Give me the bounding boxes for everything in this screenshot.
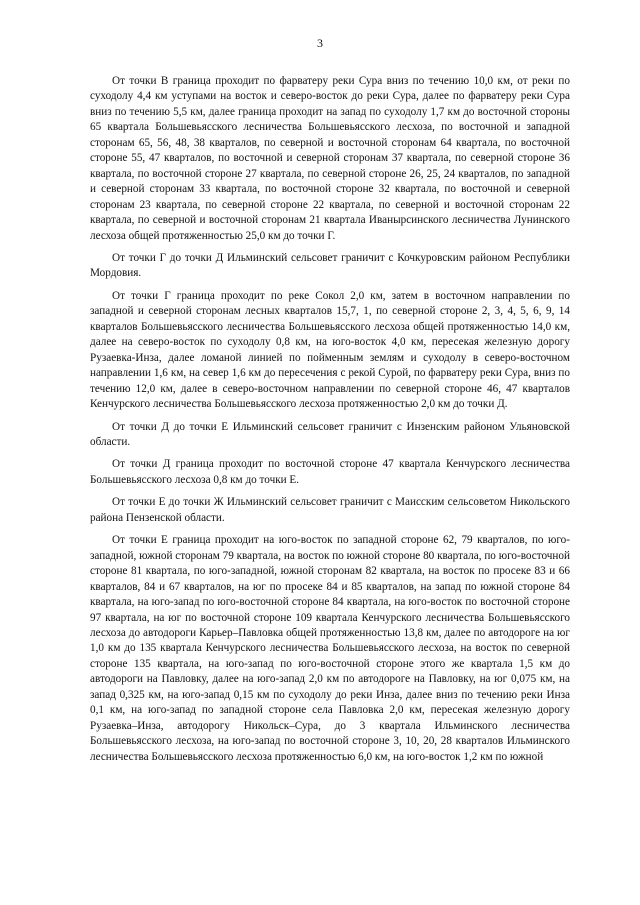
paragraph-neighbor-g-d: От точки Г до точки Д Ильминский сельсовет граничит с Кочкуровским районом Республики Мордовия. <box>90 251 570 280</box>
document-body <box>90 74 570 772</box>
paragraph-neighbor-d-e: От точки Д до точки Е Ильминский сельсовет граничит с Инзенским районом Ульяновской области. <box>90 420 570 448</box>
paragraph-boundary-v-g: От точки В граница проходит по фарватеру реки Сура вниз по течению 10,0 км, от реки по суходолу 4,4 км уступами на восток и северо-восток до реки Сура, далее по фарватеру реки Сура вниз по течению 5,5 км, далее граница проходит на запад по суходолу 1,7 км до восточной стороны 65 квартала Большевьясского лесничества Большевьясского лесхоза, по восточной и западной сторонам 65, 56, 48, 38 кварталов, по северной и восточной сторонам 64 квартала, по восточной стороне 55, 47 кварталов, по восточной и северной сторонам 37 квартала, по северной стороне 36 квартала, по восточной стороне 27 квартала, по северной стороне 26, 25, 24 кварталов, по западной и северной сторонам 33 квартала, по восточной стороне 32 квартала, по восточной и северной сторонам 23 квартала, по северной стороне 22 квартала, по северной и восточной сторонам 22 квартала, по северной и восточной сторонам 21 квартала Иванырсинского лесничества Лунинского лесхоза общей протяженностью 25,0 км до точки Г. <box>90 75 570 242</box>
paragraph-boundary-g-d: От точки Г граница проходит по реке Сокол 2,0 км, затем в восточном направлении по западной и северной сторонам лесных кварталов 15,7, 1, по северной стороне 2, 3, 4, 5, 6, 9, 14 кварталов Большевьясского лесничества Большевьясского лесхоза общей протяженностью 14,0 км, далее на северо-восток по суходолу 0,8 км, на юго-восток 4,0 км, пересекая железную дорогу Рузаевка-Инза, далее ломаной линией по пойменным землям и суходолу в северо-восточном направлении 1,6 км, на север 1,6 км до пересечения с рекой Сурой, по фарватеру реки Сура, вниз по течению 12,0 км, далее в северо-восточном направлении по северной стороне 46, 47 кварталов Кенчурского лесничества Большевьясского лесхоза протяженностью 2,0 км до точки Д. <box>90 289 570 411</box>
paragraph-boundary-e-zh: От точки Е граница проходит на юго-восток по западной стороне 62, 79 кварталов, по юго-западной, южной сторонам 79 квартала, на восток по южной стороне 80 квартала, по юго-восточной стороне 81 квартала, по юго-западной, южной сторонам 82 квартала, на восток по просеке 83 и 66 кварталов, 84 и 67 кварталов, на юг по просеке 84 и 85 кварталов, на запад по южной стороне 84 квартала, на юго-запад по юго-восточной стороне 84 квартала, на юго-восток по восточной стороне 97 квартала, на юг по восточной стороне 109 квартала Кенчурского лесничества Большевьясского лесхоза до автодороги Карьер–Павловка общей протяженностью 13,8 км, далее по автодороге на юг 1,0 км до 135 квартала Кенчурского лесничества Большевьясского лесхоза, на восток по северной стороне 135 квартала, на юго-запад по юго-восточной стороне этого же квартала 1,5 км до автодороги на Павловку, далее на юго-запад 2,0 км по автодороге на Павловку, на юг 0,075 км, на запад 0,325 км, на юго-запад 0,15 км по суходолу до реки Инза, далее вниз по течению реки Инза 0,1 км, на юго-запад по западной стороне села Павловка 2,0 км, пересекая железную дорогу Рузаевка–Инза, автодорогу Никольск–Сура, до 3 квартала Ильминского лесничества Большевьясского лесхоза, на юго-запад по восточной стороне 3, 10, 20, 28 кварталов Ильминского лесничества Большевьясского лесхоза протяженностью 6,0 км, на юго-восток 1,2 км по южной <box>90 534 570 763</box>
paragraph-neighbor-e-zh: От точки Е до точки Ж Ильминский сельсовет граничит с Маисским сельсоветом Никольского района Пензенской области. <box>90 496 570 524</box>
page-number: 3 <box>317 36 323 50</box>
paragraph-boundary-d-e: От точки Д граница проходит по восточной стороне 47 квартала Кенчурского лесничества Большевьясского лесхоза 0,8 км до точки Е. <box>90 458 570 486</box>
